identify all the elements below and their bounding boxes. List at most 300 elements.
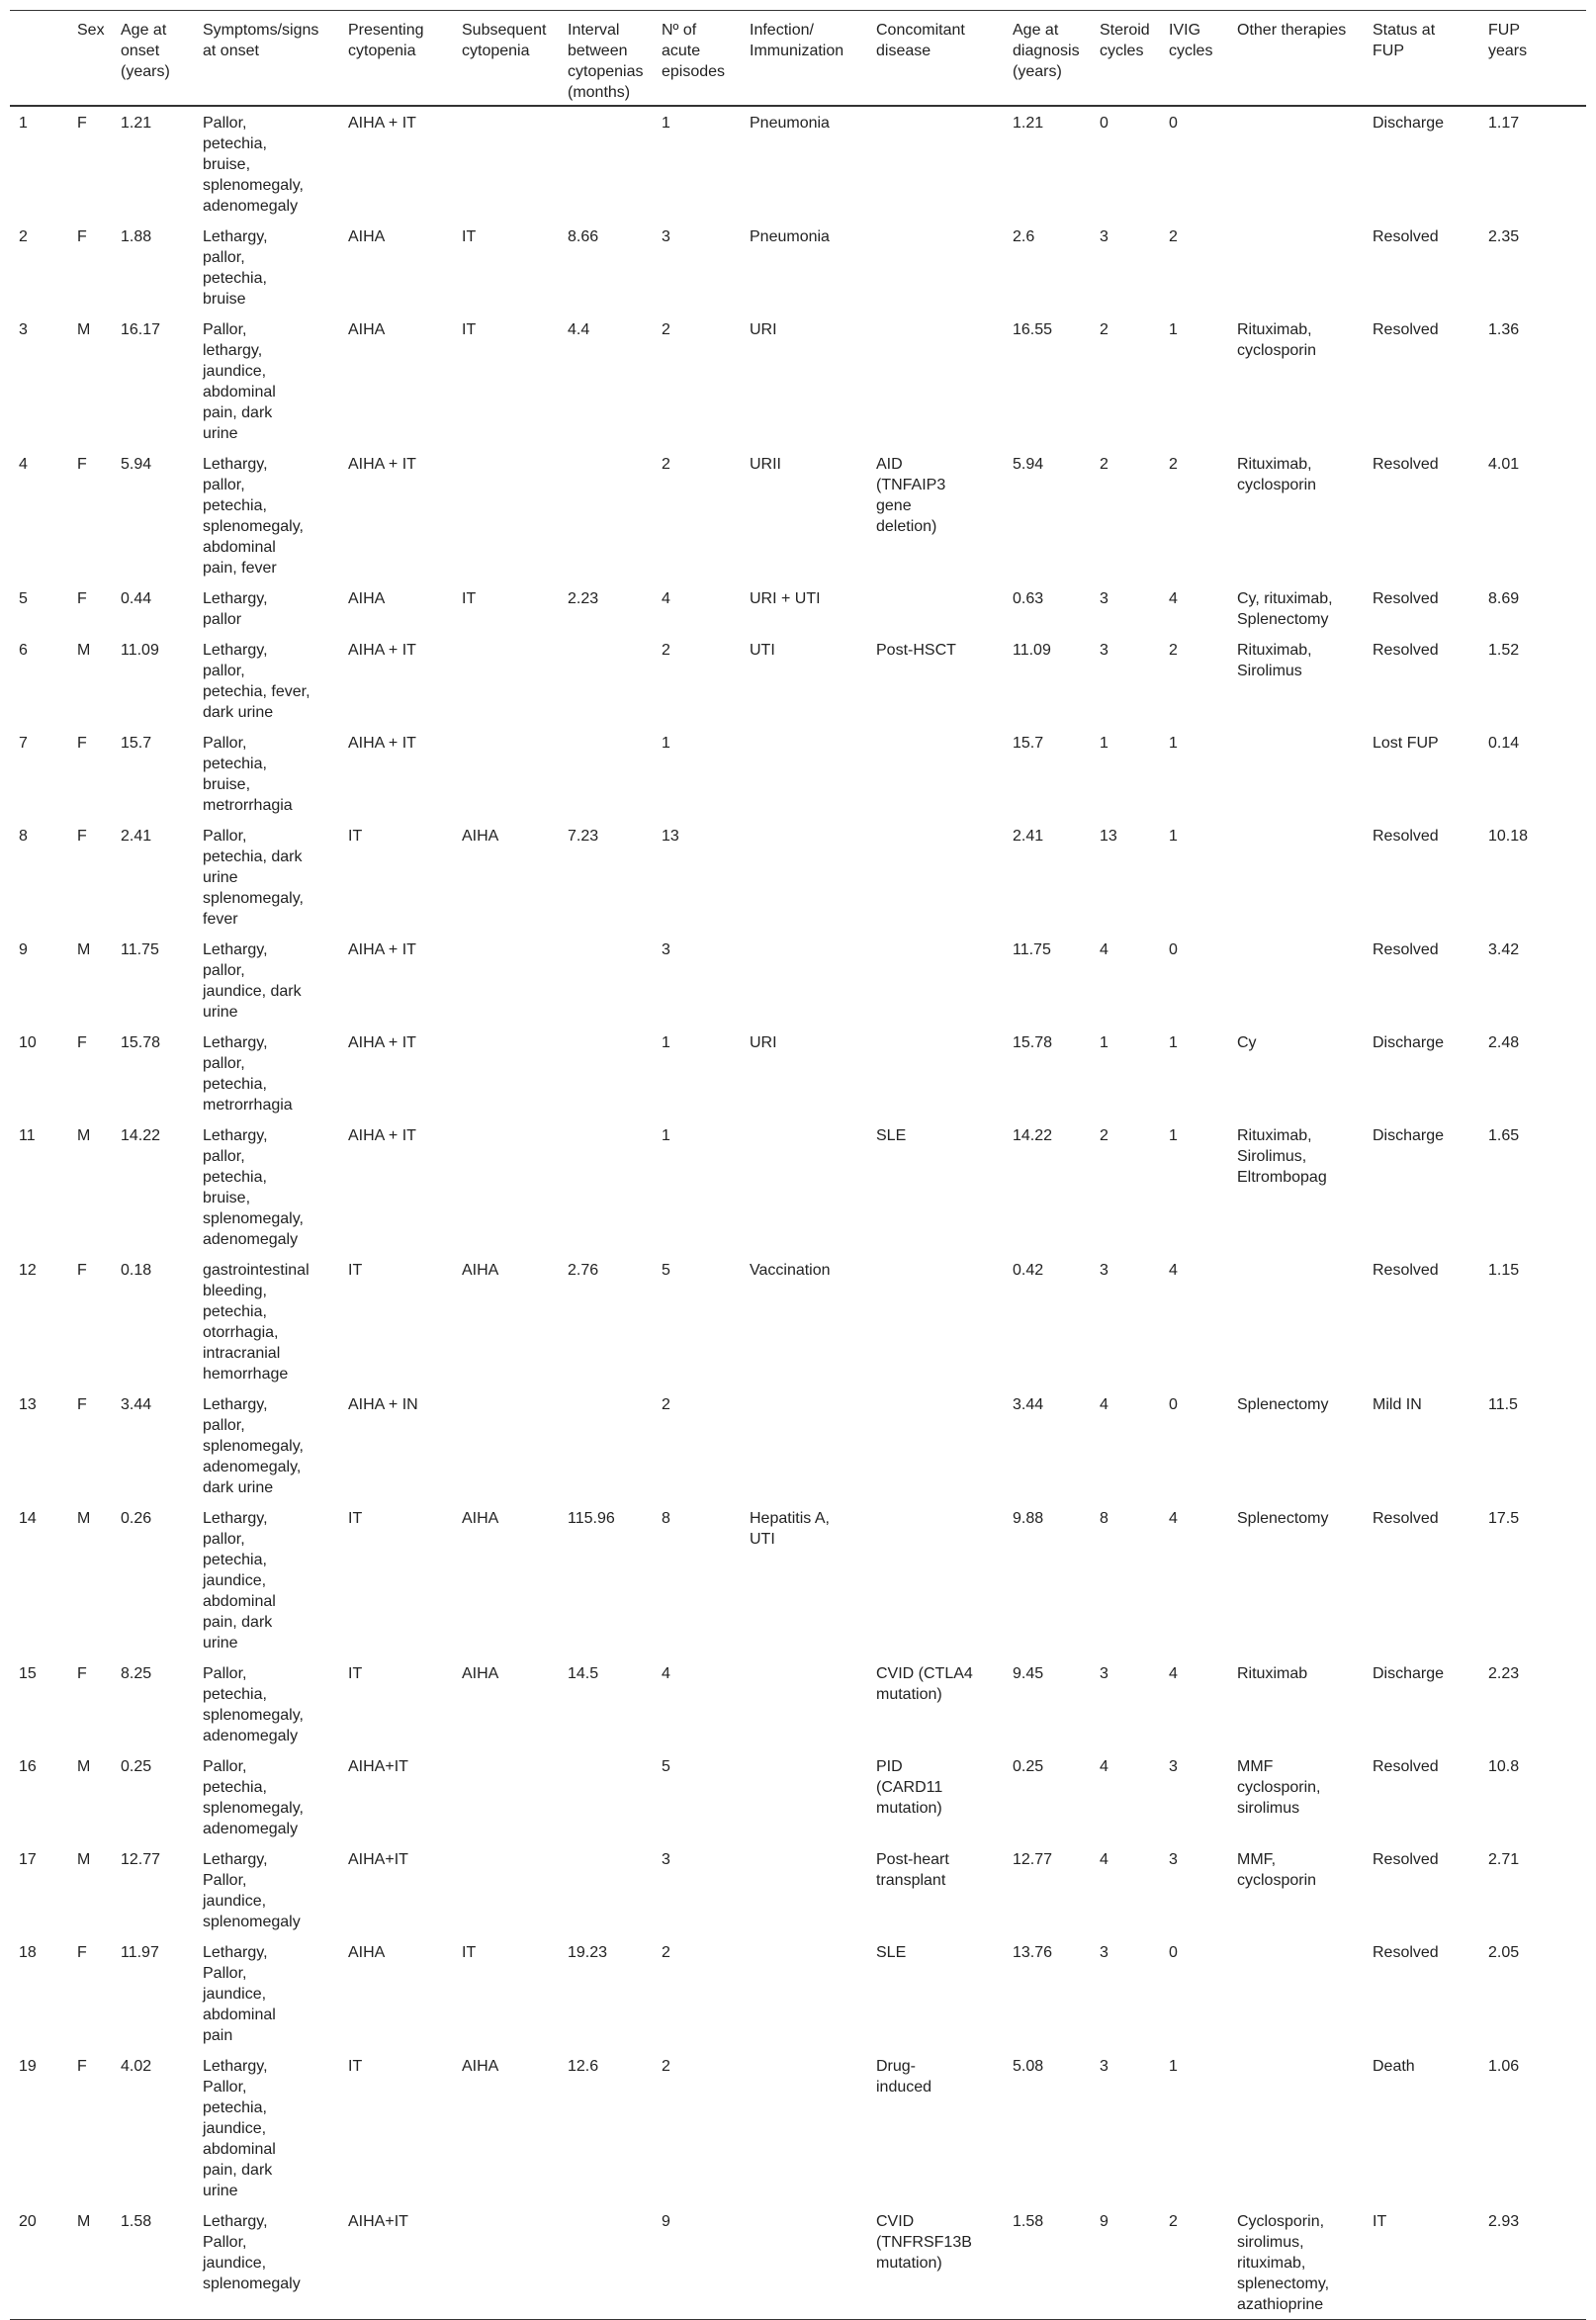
age-at-onset-cell: 11.97 [121,1943,159,1961]
subsequent-cytopenia-cell [453,106,559,221]
ivig-cycles-cell: 3 [1169,1850,1178,1868]
other-therapies-cell [1228,934,1364,1026]
age-at-onset-cell: 15.7 [121,734,152,752]
column-header-col-steroid-cycles: Steroid cycles [1091,11,1160,106]
patient-table-container [10,10,1586,2320]
table-row [10,634,1586,727]
other-therapies-cell: Rituximab, Sirolimus [1237,641,1312,679]
age-at-diagnosis-cell: 1.58 [1004,2205,1091,2320]
ivig-cycles-cell: 2 [1169,641,1178,659]
acute-episodes-cell: 3 [662,1850,670,1868]
acute-episodes-cell: 2 [662,320,670,338]
interval-cell: 19.23 [568,1943,608,1961]
ivig-cycles-cell: 0 [1169,114,1178,132]
patient-number-cell: 1 [19,114,28,132]
interval-cell [559,727,653,820]
patient-characteristics-table [10,10,1586,2320]
presenting-cytopenia-cell: AIHA + IT [348,734,416,752]
patient-number-cell: 9 [19,940,28,958]
presenting-cytopenia-cell: AIHA [348,227,386,245]
column-header-col-concomitant-disease: Concomitant disease [867,11,1004,106]
acute-episodes-cell: 4 [662,1664,670,1682]
fup-years-cell: 1.17 [1488,114,1520,132]
fup-years-cell: 10.18 [1488,827,1529,845]
acute-episodes-cell: 3 [662,940,670,958]
sex-cell: M [77,320,91,338]
steroid-cycles-cell: 9 [1091,2205,1160,2320]
age-at-onset-cell: 5.94 [121,455,152,473]
table-row [10,1119,1586,1254]
steroid-cycles-cell: 2 [1100,455,1108,473]
acute-episodes-cell: 9 [653,2205,741,2320]
steroid-cycles-cell: 1 [1100,1033,1108,1051]
other-therapies-cell: Splenectomy [1237,1395,1329,1413]
status-cell: Resolved [1373,1943,1439,1961]
fup-years-cell: 1.65 [1488,1126,1520,1144]
age-at-diagnosis-cell: 12.77 [1013,1850,1053,1868]
interval-cell [559,1026,653,1119]
acute-episodes-cell: 1 [662,734,670,752]
concomitant-disease-cell: Drug- induced [876,2057,932,2096]
ivig-cycles-cell: 4 [1169,1664,1178,1682]
presenting-cytopenia-cell: IT [348,1664,363,1682]
interval-cell [559,1750,653,1843]
fup-years-cell: 2.93 [1479,2205,1586,2320]
ivig-cycles-cell: 2 [1160,2205,1228,2320]
column-header-col-infection-immunization: Infection/ Immunization [741,11,867,106]
infection-cell [741,1750,867,1843]
concomitant-disease-cell [867,221,1004,313]
status-cell: Resolved [1373,1850,1439,1868]
other-therapies-cell: Rituximab [1237,1664,1308,1682]
steroid-cycles-cell: 4 [1100,1757,1108,1775]
age-at-onset-cell: 12.77 [121,1850,161,1868]
age-at-onset-cell: 0.26 [121,1509,152,1527]
table-row [10,727,1586,820]
status-cell: IT [1364,2205,1479,2320]
sex-cell: F [77,827,87,845]
steroid-cycles-cell: 3 [1100,2057,1108,2075]
interval-cell: 14.5 [568,1664,599,1682]
infection-cell: URII [750,455,781,473]
infection-cell [741,1657,867,1750]
column-header-col-number-acute-episodes: Nº of acute episodes [653,11,741,106]
subsequent-cytopenia-cell: AIHA [462,1261,499,1279]
presenting-cytopenia-cell: AIHA [348,1943,386,1961]
other-therapies-cell [1228,1254,1364,1388]
steroid-cycles-cell: 4 [1100,1395,1108,1413]
age-at-onset-cell: 8.25 [121,1664,152,1682]
age-at-diagnosis-cell: 0.63 [1013,589,1044,607]
presenting-cytopenia-cell: IT [348,2057,363,2075]
interval-cell [559,1843,653,1936]
patient-number-cell: 5 [19,589,28,607]
ivig-cycles-cell: 4 [1169,1509,1178,1527]
steroid-cycles-cell: 4 [1100,1850,1108,1868]
column-header-col-presenting-cytopenia: Presenting cytopenia [339,11,453,106]
fup-years-cell: 8.69 [1488,589,1520,607]
symptoms-cell: Lethargy, Pallor, jaundice, abdominal pain [203,1943,276,2044]
fup-years-cell: 2.05 [1488,1943,1520,1961]
infection-cell: Vaccination [750,1261,831,1279]
concomitant-disease-cell [867,1026,1004,1119]
steroid-cycles-cell: 3 [1100,227,1108,245]
table-row [10,221,1586,313]
infection-cell: Hepatitis A, UTI [750,1509,830,1548]
age-at-onset-cell: 3.44 [121,1395,152,1413]
presenting-cytopenia-cell: AIHA + IT [348,940,416,958]
patient-number-cell: 11 [19,1126,36,1144]
other-therapies-cell [1228,2050,1364,2205]
patient-number-cell: 3 [19,320,28,338]
infection-cell: URI + UTI [750,589,821,607]
sex-cell: F [77,734,87,752]
presenting-cytopenia-cell: AIHA [348,320,386,338]
steroid-cycles-cell: 2 [1100,1126,1108,1144]
other-therapies-cell [1228,106,1364,221]
status-cell: Discharge [1373,1126,1445,1144]
fup-years-cell: 1.36 [1488,320,1520,338]
column-header-col-interval-between-cytopenias: Interval between cytopenias (months) [559,11,653,106]
age-at-diagnosis-cell: 3.44 [1013,1395,1044,1413]
concomitant-disease-cell [867,820,1004,934]
table-row [10,1502,1586,1657]
status-cell: Mild IN [1373,1395,1422,1413]
subsequent-cytopenia-cell: IT [462,589,477,607]
age-at-onset-cell: 0.44 [121,589,152,607]
infection-cell: URI [750,320,777,338]
age-at-diagnosis-cell: 0.25 [1013,1757,1044,1775]
table-row [10,1388,1586,1502]
column-header-col-subsequent-cytopenia: Subsequent cytopenia [453,11,559,106]
subsequent-cytopenia-cell: AIHA [462,2057,499,2075]
ivig-cycles-cell: 2 [1169,455,1178,473]
fup-years-cell: 2.35 [1488,227,1520,245]
table-row [10,820,1586,934]
presenting-cytopenia-cell: AIHA + IT [348,1033,416,1051]
age-at-onset-cell: 0.18 [121,1261,152,1279]
interval-cell [559,634,653,727]
ivig-cycles-cell: 4 [1169,1261,1178,1279]
status-cell: Resolved [1373,320,1439,338]
interval-cell [559,2205,653,2320]
table-header [10,11,1586,106]
age-at-onset-cell: 4.02 [121,2057,152,2075]
fup-years-cell: 3.42 [1488,940,1520,958]
column-header-col-ivig-cycles: IVIG cycles [1160,11,1228,106]
subsequent-cytopenia-cell [453,1388,559,1502]
age-at-onset-cell: 15.78 [121,1033,161,1051]
ivig-cycles-cell: 0 [1169,940,1178,958]
acute-episodes-cell: 2 [662,455,670,473]
sex-cell: F [77,227,87,245]
ivig-cycles-cell: 1 [1169,1033,1178,1051]
status-cell: Discharge [1373,1033,1445,1051]
status-cell: Resolved [1373,1757,1439,1775]
subsequent-cytopenia-cell [453,2205,559,2320]
steroid-cycles-cell: 3 [1100,1943,1108,1961]
interval-cell: 4.4 [568,320,590,338]
interval-cell [559,1119,653,1254]
other-therapies-cell [1228,1936,1364,2050]
symptoms-cell: Pallor, petechia, bruise, metrorrhagia [203,734,293,814]
age-at-diagnosis-cell: 1.21 [1013,114,1044,132]
column-header-col-sex: Sex [68,11,112,106]
ivig-cycles-cell: 1 [1169,827,1178,845]
concomitant-disease-cell: SLE [876,1126,907,1144]
table-row [10,934,1586,1026]
symptoms-cell: Pallor, lethargy, jaundice, abdominal pain, dark urine [203,320,276,442]
age-at-diagnosis-cell: 11.75 [1013,940,1051,958]
status-cell: Resolved [1373,455,1439,473]
symptoms-cell: Lethargy, pallor [203,589,268,628]
fup-years-cell: 4.01 [1488,455,1520,473]
ivig-cycles-cell: 1 [1169,320,1178,338]
concomitant-disease-cell: CVID (CTLA4 mutation) [876,1664,973,1703]
acute-episodes-cell: 3 [662,227,670,245]
age-at-diagnosis-cell: 9.88 [1013,1509,1044,1527]
other-therapies-cell: Cy [1237,1033,1257,1051]
subsequent-cytopenia-cell: IT [462,320,477,338]
age-at-onset-cell: 11.75 [121,940,159,958]
status-cell: Resolved [1373,1261,1439,1279]
symptoms-cell: Lethargy, pallor, petechia, bruise, splenomegaly, adenomegaly [203,1126,304,1248]
subsequent-cytopenia-cell [453,1119,559,1254]
acute-episodes-cell: 2 [662,2057,670,2075]
other-therapies-cell: MMF cyclosporin, sirolimus [1237,1757,1321,1817]
fup-years-cell: 2.71 [1488,1850,1520,1868]
interval-cell [559,106,653,221]
status-cell: Resolved [1373,940,1439,958]
age-at-onset-cell: 14.22 [121,1126,161,1144]
interval-cell: 115.96 [568,1509,615,1527]
column-header-col-symptoms-signs: Symptoms/signs at onset [194,11,339,106]
status-cell: Resolved [1373,827,1439,845]
infection-cell [741,934,867,1026]
infection-cell [741,1119,867,1254]
subsequent-cytopenia-cell [453,1026,559,1119]
subsequent-cytopenia-cell [453,634,559,727]
age-at-onset-cell: 1.88 [121,227,152,245]
steroid-cycles-cell: 3 [1100,1664,1108,1682]
subsequent-cytopenia-cell [453,934,559,1026]
presenting-cytopenia-cell: AIHA + IT [348,641,416,659]
column-header-col-age-at-onset: Age at onset (years) [112,11,194,106]
acute-episodes-cell: 1 [662,1033,670,1051]
other-therapies-cell [1228,221,1364,313]
patient-number-cell: 6 [19,641,28,659]
acute-episodes-cell: 8 [662,1509,670,1527]
sex-cell: M [77,1757,91,1775]
status-cell: Discharge [1373,1664,1445,1682]
patient-number-cell: 18 [19,1943,37,1961]
patient-number-cell: 10 [19,1033,37,1051]
age-at-onset-cell: 2.41 [121,827,152,845]
concomitant-disease-cell [867,582,1004,634]
fup-years-cell: 10.8 [1488,1757,1520,1775]
infection-cell [741,727,867,820]
sex-cell: F [77,1395,87,1413]
concomitant-disease-cell [867,1388,1004,1502]
symptoms-cell: Lethargy, Pallor, petechia, jaundice, abdominal pain, dark urine [203,2057,276,2199]
patient-number-cell: 12 [19,1261,37,1279]
sex-cell: F [77,114,87,132]
subsequent-cytopenia-cell: AIHA [462,1664,499,1682]
acute-episodes-cell: 2 [662,1395,670,1413]
ivig-cycles-cell: 3 [1169,1757,1178,1775]
symptoms-cell: Lethargy, pallor, jaundice, dark urine [203,940,302,1021]
status-cell: Lost FUP [1373,734,1439,752]
table-row [10,448,1586,582]
age-at-onset-cell: 0.25 [121,1757,152,1775]
sex-cell: F [77,1943,87,1961]
other-therapies-cell: Rituximab, Sirolimus, Eltrombopag [1237,1126,1327,1186]
patient-number-cell: 20 [10,2205,68,2320]
status-cell: Death [1373,2057,1415,2075]
table-row [10,1026,1586,1119]
patient-number-cell: 19 [19,2057,37,2075]
concomitant-disease-cell [867,1502,1004,1657]
concomitant-disease-cell [867,313,1004,448]
fup-years-cell: 0.14 [1488,734,1520,752]
age-at-diagnosis-cell: 5.08 [1013,2057,1044,2075]
table-row [10,1254,1586,1388]
patient-number-cell: 7 [19,734,28,752]
ivig-cycles-cell: 1 [1169,734,1178,752]
sex-cell: F [77,1261,87,1279]
steroid-cycles-cell: 4 [1100,940,1108,958]
status-cell: Discharge [1373,114,1445,132]
age-at-diagnosis-cell: 15.7 [1013,734,1044,752]
sex-cell: F [77,1033,87,1051]
sex-cell: M [77,1850,91,1868]
presenting-cytopenia-cell: AIHA + IN [348,1395,418,1413]
subsequent-cytopenia-cell [453,727,559,820]
age-at-onset-cell: 16.17 [121,320,161,338]
subsequent-cytopenia-cell: IT [462,227,477,245]
concomitant-disease-cell [867,934,1004,1026]
status-cell: Resolved [1373,589,1439,607]
sex-cell: M [68,2205,112,2320]
sex-cell: F [77,589,87,607]
header-row [10,11,1586,106]
age-at-diagnosis-cell: 16.55 [1013,320,1053,338]
other-therapies-cell: Cy, rituximab, Splenectomy [1237,589,1333,628]
steroid-cycles-cell: 1 [1100,734,1108,752]
ivig-cycles-cell: 0 [1169,1943,1178,1961]
fup-years-cell: 1.06 [1488,2057,1520,2075]
status-cell: Resolved [1373,1509,1439,1527]
age-at-diagnosis-cell: 9.45 [1013,1664,1044,1682]
column-header-col-status-at-fup: Status at FUP [1364,11,1479,106]
symptoms-cell: Lethargy, pallor, petechia, fever, dark urine [203,641,310,721]
patient-number-cell: 8 [19,827,28,845]
column-header-col-other-therapies: Other therapies [1228,11,1364,106]
concomitant-disease-cell [867,1254,1004,1388]
other-therapies-cell: Rituximab, cyclosporin [1237,455,1317,493]
age-at-onset-cell: 1.21 [121,114,152,132]
table-row [10,1843,1586,1936]
sex-cell: M [77,940,91,958]
steroid-cycles-cell: 3 [1100,1261,1108,1279]
acute-episodes-cell: 4 [662,589,670,607]
subsequent-cytopenia-cell [453,448,559,582]
table-row [10,313,1586,448]
interval-cell [559,934,653,1026]
presenting-cytopenia-cell: IT [348,827,363,845]
table-row [10,1750,1586,1843]
patient-number-cell: 4 [19,455,28,473]
subsequent-cytopenia-cell: AIHA [462,1509,499,1527]
symptoms-cell: Lethargy, pallor, petechia, splenomegaly, abdominal pain, fever [203,455,304,577]
symptoms-cell: Lethargy, pallor, petechia, metrorrhagia [203,1033,293,1114]
table-row [10,2050,1586,2205]
age-at-diagnosis-cell: 5.94 [1013,455,1044,473]
concomitant-disease-cell: PID (CARD11 mutation) [876,1757,943,1817]
table-row [10,1936,1586,2050]
age-at-diagnosis-cell: 0.42 [1013,1261,1044,1279]
other-therapies-cell [1228,820,1364,934]
sex-cell: F [77,1664,87,1682]
acute-episodes-cell: 1 [662,1126,670,1144]
presenting-cytopenia-cell: AIHA + IT [348,114,416,132]
ivig-cycles-cell: 1 [1169,1126,1178,1144]
concomitant-disease-cell: Post-HSCT [876,641,956,659]
infection-cell: Pneumonia [750,227,830,245]
patient-number-cell: 13 [19,1395,37,1413]
other-therapies-cell [1228,727,1364,820]
patient-number-cell: 2 [19,227,28,245]
presenting-cytopenia-cell: AIHA + IT [348,1126,416,1144]
other-therapies-cell: MMF, cyclosporin [1237,1850,1317,1889]
steroid-cycles-cell: 2 [1100,320,1108,338]
fup-years-cell: 11.5 [1488,1395,1518,1413]
fup-years-cell: 1.52 [1488,641,1520,659]
subsequent-cytopenia-cell [453,1750,559,1843]
infection-cell [741,820,867,934]
symptoms-cell: gastrointestinal bleeding, petechia, otorrhagia, intracranial hemorrhage [203,1261,310,1383]
symptoms-cell: Pallor, petechia, dark urine splenomegaly, fever [203,827,304,928]
symptoms-cell: Lethargy, pallor, petechia, jaundice, abdominal pain, dark urine [203,1509,276,1651]
patient-number-cell: 14 [19,1509,37,1527]
infection-cell: URI [750,1033,777,1051]
acute-episodes-cell: 5 [662,1261,670,1279]
concomitant-disease-cell: Post-heart transplant [876,1850,949,1889]
symptoms-cell: Pallor, petechia, splenomegaly, adenomegaly [203,1664,304,1744]
sex-cell: M [77,1126,91,1144]
age-at-diagnosis-cell: 11.09 [1013,641,1051,659]
steroid-cycles-cell: 0 [1100,114,1108,132]
subsequent-cytopenia-cell: AIHA [462,827,499,845]
acute-episodes-cell: 2 [662,1943,670,1961]
fup-years-cell: 2.48 [1488,1033,1520,1051]
presenting-cytopenia-cell: AIHA+IT [348,1850,408,1868]
table-body [10,106,1586,2320]
other-therapies-cell: Splenectomy [1237,1509,1329,1527]
acute-episodes-cell: 1 [662,114,670,132]
ivig-cycles-cell: 4 [1169,589,1178,607]
column-header-col-patient-number [10,11,68,106]
steroid-cycles-cell: 3 [1100,641,1108,659]
presenting-cytopenia-cell: AIHA [348,589,386,607]
ivig-cycles-cell: 1 [1169,2057,1178,2075]
patient-number-cell: 17 [19,1850,37,1868]
column-header-col-fup-years: FUP years [1479,11,1586,106]
symptoms-cell: Lethargy, Pallor, jaundice, splenomegaly [203,1850,301,1930]
presenting-cytopenia-cell: IT [348,1509,363,1527]
fup-years-cell: 1.15 [1488,1261,1520,1279]
table-row [10,2205,1586,2320]
